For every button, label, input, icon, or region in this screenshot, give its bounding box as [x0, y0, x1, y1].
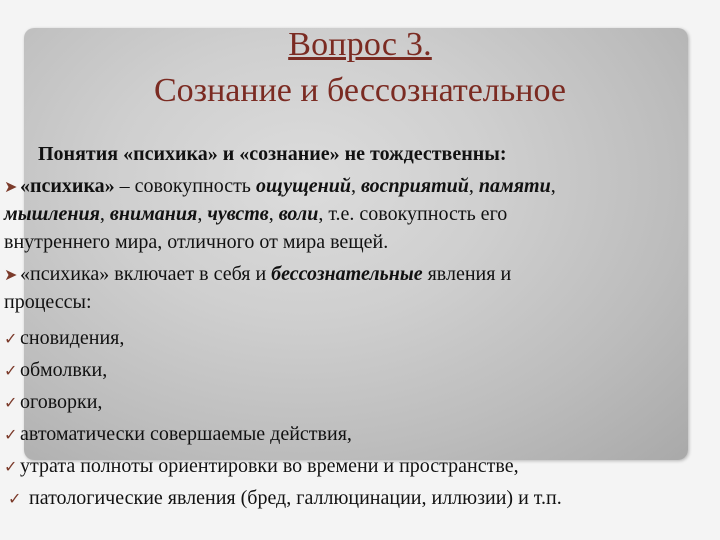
bullet-1-tail: , т.е. совокупность его: [318, 203, 508, 225]
intro-line: [38, 142, 507, 166]
bullet-2-line-2: [4, 290, 92, 314]
bullet-1-comma-1: ,: [350, 175, 361, 197]
bullet-1-comma-4: ,: [99, 203, 110, 225]
bullet-1-italic-1: ощущений: [255, 175, 351, 197]
slide-title-line-1: Вопрос 3.: [288, 26, 432, 63]
slide-title-line-2: Сознание и бессознательное: [153, 72, 566, 109]
check-item-1-text: сновидения,: [20, 327, 125, 349]
check-item-5-text: утрата полноты ориентировки во времени и пространстве,: [20, 455, 519, 477]
check-item-3: [4, 390, 102, 416]
bullet-2-end: процессы:: [4, 291, 92, 313]
bullet-1-dash: – совокупность: [114, 175, 256, 197]
bullet-2-italic: бессознательные: [271, 263, 423, 285]
intro-text: Понятия «психика» и «сознание» не тождественны:: [38, 143, 507, 165]
checkmark-icon: ✓: [4, 427, 18, 444]
checkmark-icon: ✓: [4, 331, 18, 348]
bullet-1-comma-2: ,: [468, 175, 479, 197]
check-item-3-text: оговорки,: [20, 391, 103, 413]
check-item-5: [4, 454, 519, 480]
check-item-4-text: автоматически совершаемые действия,: [20, 423, 352, 445]
bullet-2-post: явления и: [422, 263, 512, 285]
bullet-1-comma-6: ,: [268, 203, 279, 225]
bullet-2-pre: «психика» включает в себя и: [20, 263, 272, 285]
bullet-1-comma-3: ,: [550, 175, 556, 197]
check-item-6: [8, 486, 562, 512]
bullet-1-end: внутреннего мира, отличного от мира вещей.: [4, 231, 389, 253]
bullet-1-line-2: [4, 202, 507, 226]
bullet-2-line-1: [4, 262, 511, 288]
bullet-1-italic-5: внимания: [109, 203, 198, 225]
check-item-2-text: обмолвки,: [20, 359, 108, 381]
check-item-6-text: патологические явления (бред, галлюцинации, иллюзии) и т.п.: [24, 487, 562, 509]
bullet-1-italic-2: восприятий: [360, 175, 469, 197]
bullet-1-line-3: [4, 230, 388, 254]
check-item-1: [4, 326, 124, 352]
checkmark-icon: ✓: [4, 459, 18, 476]
bullet-1-italic-3: памяти: [478, 175, 551, 197]
bullet-1-italic-4: мышления: [4, 203, 100, 225]
check-item-2: [4, 358, 107, 384]
bullet-1-italic-7: воли: [278, 203, 319, 225]
checkmark-icon: ✓: [8, 491, 22, 508]
check-item-4: [4, 422, 352, 448]
bullet-1-term: «психика»: [20, 175, 115, 197]
checkmark-icon: ✓: [4, 395, 18, 412]
bullet-1-comma-5: ,: [197, 203, 208, 225]
bullet-1-line-1: [4, 174, 556, 200]
arrow-bullet-icon: ➤: [4, 267, 18, 284]
arrow-bullet-icon: ➤: [4, 179, 18, 196]
bullet-1-italic-6: чувств: [207, 203, 269, 225]
checkmark-icon: ✓: [4, 363, 18, 380]
